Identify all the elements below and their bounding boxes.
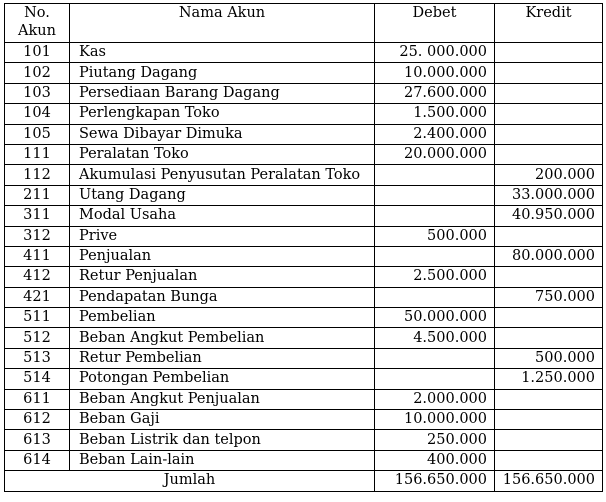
debit-cell: 10.000.000 [375, 63, 495, 83]
account-name-cell: Peralatan Toko [70, 144, 375, 164]
table-body [5, 43, 603, 471]
account-number-cell: 412 [5, 267, 70, 287]
account-number-cell: 612 [5, 410, 70, 430]
account-number-cell: 311 [5, 206, 70, 226]
table-row [5, 104, 603, 124]
debit-cell [375, 246, 495, 266]
credit-cell: 80.000.000 [495, 246, 603, 266]
credit-cell [495, 389, 603, 409]
account-name-cell: Prive [70, 226, 375, 246]
account-name-cell: Beban Listrik dan telpon [70, 430, 375, 450]
account-number-cell: 613 [5, 430, 70, 450]
table-row [5, 410, 603, 430]
credit-cell [495, 144, 603, 164]
debit-cell [375, 206, 495, 226]
table-row [5, 165, 603, 185]
credit-cell [495, 124, 603, 144]
account-name-cell: Sewa Dibayar Dimuka [70, 124, 375, 144]
table-row [5, 226, 603, 246]
table-row [5, 267, 603, 287]
credit-cell: 200.000 [495, 165, 603, 185]
account-name-cell: Akumulasi Penyusutan Peralatan Toko [70, 165, 375, 185]
account-number-cell: 513 [5, 348, 70, 368]
account-number-cell: 611 [5, 389, 70, 409]
debit-cell: 10.000.000 [375, 410, 495, 430]
table-row [5, 185, 603, 205]
account-number-cell: 105 [5, 124, 70, 144]
debit-cell [375, 185, 495, 205]
account-number-cell: 101 [5, 43, 70, 63]
credit-cell [495, 430, 603, 450]
account-name-cell: Perlengkapan Toko [70, 104, 375, 124]
account-number-cell: 211 [5, 185, 70, 205]
account-name-cell: Utang Dagang [70, 185, 375, 205]
credit-cell [495, 83, 603, 103]
table-row [5, 450, 603, 470]
credit-cell: 500.000 [495, 348, 603, 368]
table-row [5, 63, 603, 83]
table-row [5, 328, 603, 348]
trial-balance-table [4, 3, 603, 492]
account-number-cell: 103 [5, 83, 70, 103]
account-number-cell: 112 [5, 165, 70, 185]
header-account-name: Nama Akun [70, 4, 375, 43]
debit-cell [375, 348, 495, 368]
header-row [5, 4, 603, 43]
account-number-cell: 512 [5, 328, 70, 348]
credit-cell [495, 43, 603, 63]
table-row [5, 287, 603, 307]
account-name-cell: Piutang Dagang [70, 63, 375, 83]
account-name-cell: Persediaan Barang Dagang [70, 83, 375, 103]
table-row [5, 348, 603, 368]
table-row [5, 308, 603, 328]
account-name-cell: Pembelian [70, 308, 375, 328]
debit-cell [375, 369, 495, 389]
header-debit: Debet [375, 4, 495, 43]
account-name-cell: Retur Pembelian [70, 348, 375, 368]
credit-cell [495, 63, 603, 83]
account-name-cell: Beban Gaji [70, 410, 375, 430]
account-number-cell: 312 [5, 226, 70, 246]
account-number-cell: 421 [5, 287, 70, 307]
account-name-cell: Potongan Pembelian [70, 369, 375, 389]
debit-cell: 1.500.000 [375, 104, 495, 124]
debit-cell: 27.600.000 [375, 83, 495, 103]
account-name-cell: Kas [70, 43, 375, 63]
debit-cell: 25. 000.000 [375, 43, 495, 63]
total-debit: 156.650.000 [375, 471, 495, 491]
credit-cell [495, 226, 603, 246]
debit-cell [375, 287, 495, 307]
table-header [5, 4, 603, 43]
table-row [5, 430, 603, 450]
total-label: Jumlah [5, 471, 375, 491]
debit-cell: 50.000.000 [375, 308, 495, 328]
total-credit: 156.650.000 [495, 471, 603, 491]
credit-cell [495, 450, 603, 470]
table-row [5, 144, 603, 164]
debit-cell: 2.500.000 [375, 267, 495, 287]
credit-cell [495, 328, 603, 348]
account-number-cell: 514 [5, 369, 70, 389]
debit-cell: 500.000 [375, 226, 495, 246]
table-row [5, 389, 603, 409]
credit-cell [495, 308, 603, 328]
debit-cell: 400.000 [375, 450, 495, 470]
total-row [5, 471, 603, 491]
account-name-cell: Penjualan [70, 246, 375, 266]
account-number-cell: 511 [5, 308, 70, 328]
account-number-cell: 614 [5, 450, 70, 470]
table-row [5, 206, 603, 226]
credit-cell [495, 104, 603, 124]
debit-cell: 20.000.000 [375, 144, 495, 164]
debit-cell: 250.000 [375, 430, 495, 450]
account-number-cell: 102 [5, 63, 70, 83]
debit-cell: 4.500.000 [375, 328, 495, 348]
debit-cell: 2.400.000 [375, 124, 495, 144]
credit-cell: 33.000.000 [495, 185, 603, 205]
credit-cell: 1.250.000 [495, 369, 603, 389]
account-number-cell: 411 [5, 246, 70, 266]
debit-cell [375, 165, 495, 185]
account-name-cell: Modal Usaha [70, 206, 375, 226]
table-row [5, 43, 603, 63]
account-number-cell: 111 [5, 144, 70, 164]
account-name-cell: Retur Penjualan [70, 267, 375, 287]
header-credit: Kredit [495, 4, 603, 43]
account-number-cell: 104 [5, 104, 70, 124]
table-footer [5, 471, 603, 491]
credit-cell [495, 267, 603, 287]
credit-cell [495, 410, 603, 430]
header-account-number: No. Akun [5, 4, 70, 43]
credit-cell: 40.950.000 [495, 206, 603, 226]
account-name-cell: Beban Lain-lain [70, 450, 375, 470]
debit-cell: 2.000.000 [375, 389, 495, 409]
account-name-cell: Beban Angkut Pembelian [70, 328, 375, 348]
table-row [5, 83, 603, 103]
credit-cell: 750.000 [495, 287, 603, 307]
account-name-cell: Pendapatan Bunga [70, 287, 375, 307]
account-name-cell: Beban Angkut Penjualan [70, 389, 375, 409]
table-row [5, 369, 603, 389]
table-row [5, 124, 603, 144]
table-row [5, 246, 603, 266]
